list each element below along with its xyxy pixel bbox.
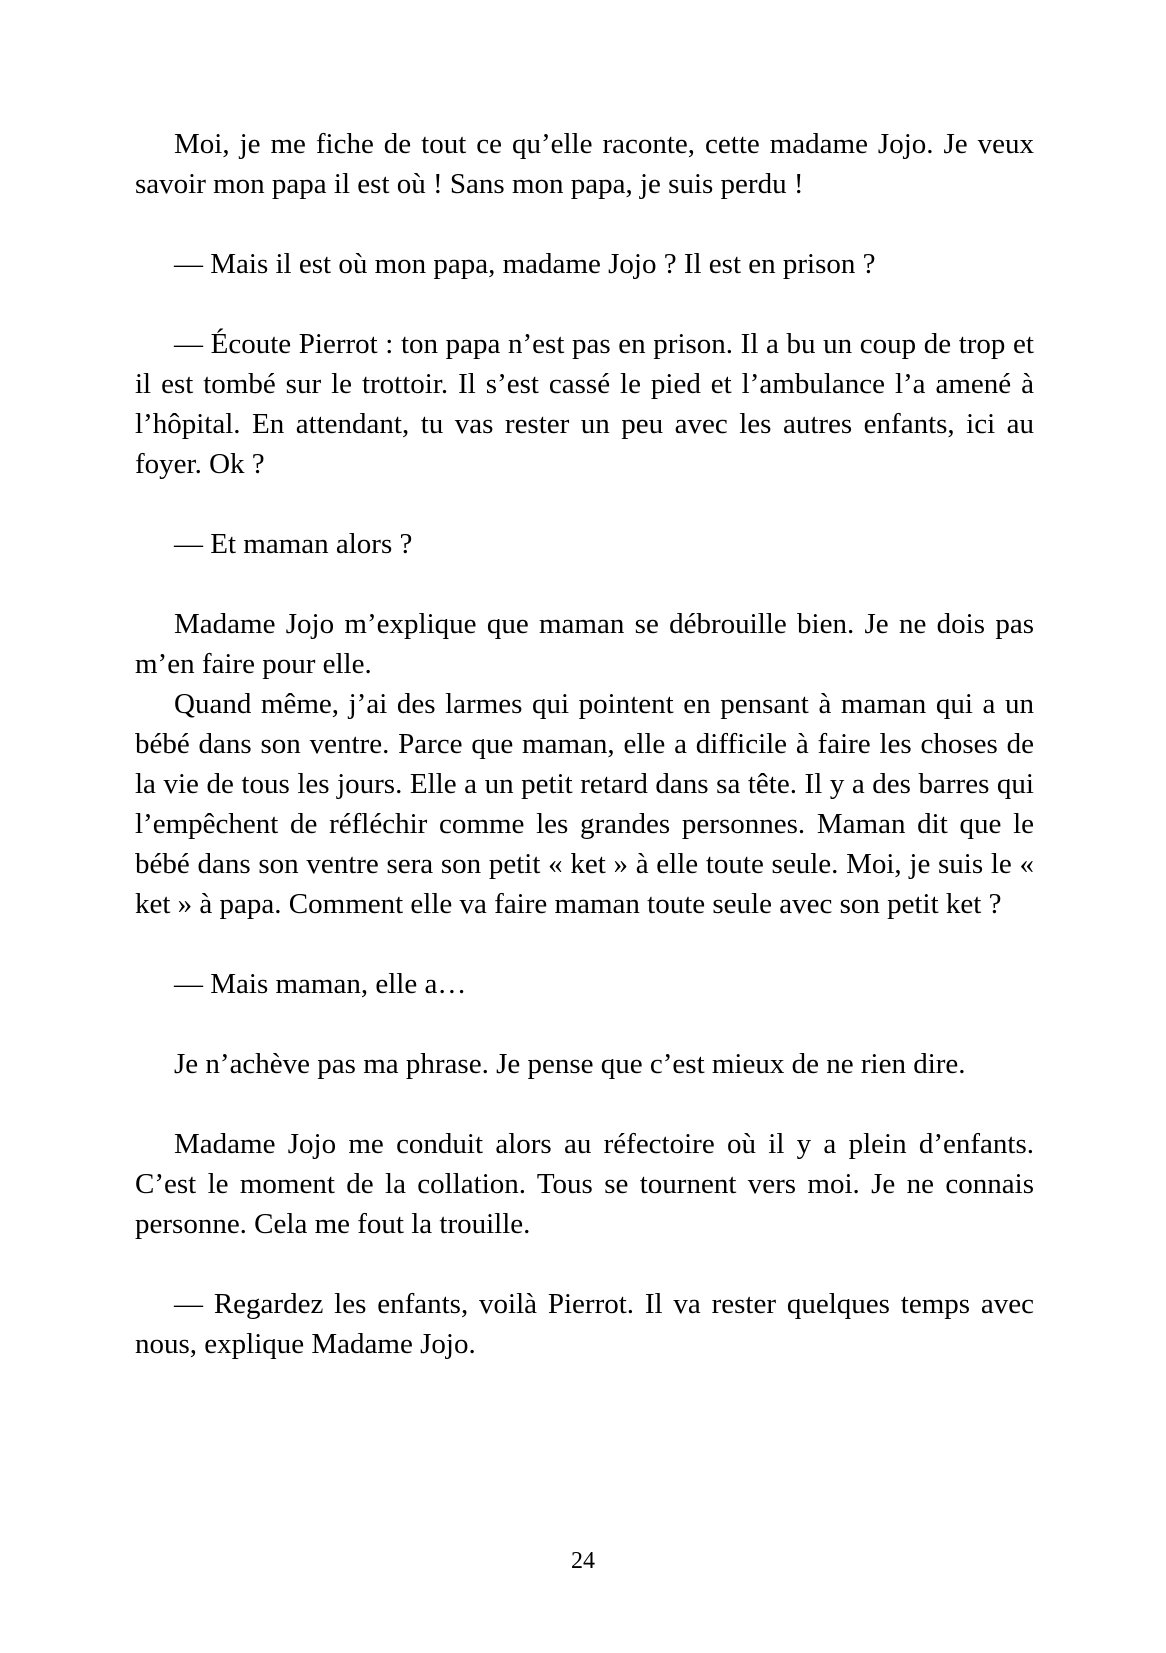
dialogue-line: — Regardez les enfants, voilà Pierrot. Il va rester quelques temps avec nous, explique Madame Jojo. [135,1288,1034,1360]
paragraph: Madame Jojo m’explique que maman se débrouille bien. Je ne dois pas m’en faire pour elle. [135,608,1034,680]
paragraph: Moi, je me fiche de tout ce qu’elle raconte, cette madame Jojo. Je veux savoir mon papa il est où ! Sans mon papa, je suis perdu ! [135,128,1034,200]
paragraph: Je n’achève pas ma phrase. Je pense que c’est mieux de ne rien dire. [174,1048,966,1080]
paragraph: Quand même, j’ai des larmes qui pointent en pensant à maman qui a un bébé dans son ventre. Parce que maman, elle a difficile à faire les choses de la vie de tous les jours. Elle a un petit retard dans sa tête. Il y a des barres qui l’empêchent de réfléchir comme les grandes personnes. Maman dit que le bébé dans son ventre sera son petit « ket » à elle toute seule. Moi, je suis le « ket » à papa. Comment elle va faire maman toute seule avec son petit ket ? [135,688,1034,920]
paragraph: Madame Jojo me conduit alors au réfectoire où il y a plein d’enfants. C’est le moment de la collation. Tous se tournent vers moi. Je ne connais personne. Cela me fout la trouille. [135,1128,1034,1240]
dialogue-line: — Mais il est où mon papa, madame Jojo ? Il est en prison ? [174,248,876,280]
body-text [135,124,1034,1364]
dialogue-line: — Mais maman, elle a… [174,968,467,1000]
dialogue-line: — Et maman alors ? [174,528,413,560]
dialogue-line: — Écoute Pierrot : ton papa n’est pas en prison. Il a bu un coup de trop et il est tombé sur le trottoir. Il s’est cassé le pied et l’ambulance l’a amené à l’hôpital. En attendant, tu vas rester un peu avec les autres enfants, ici au foyer. Ok ? [135,328,1034,480]
page-number: 24 [571,1548,595,1574]
